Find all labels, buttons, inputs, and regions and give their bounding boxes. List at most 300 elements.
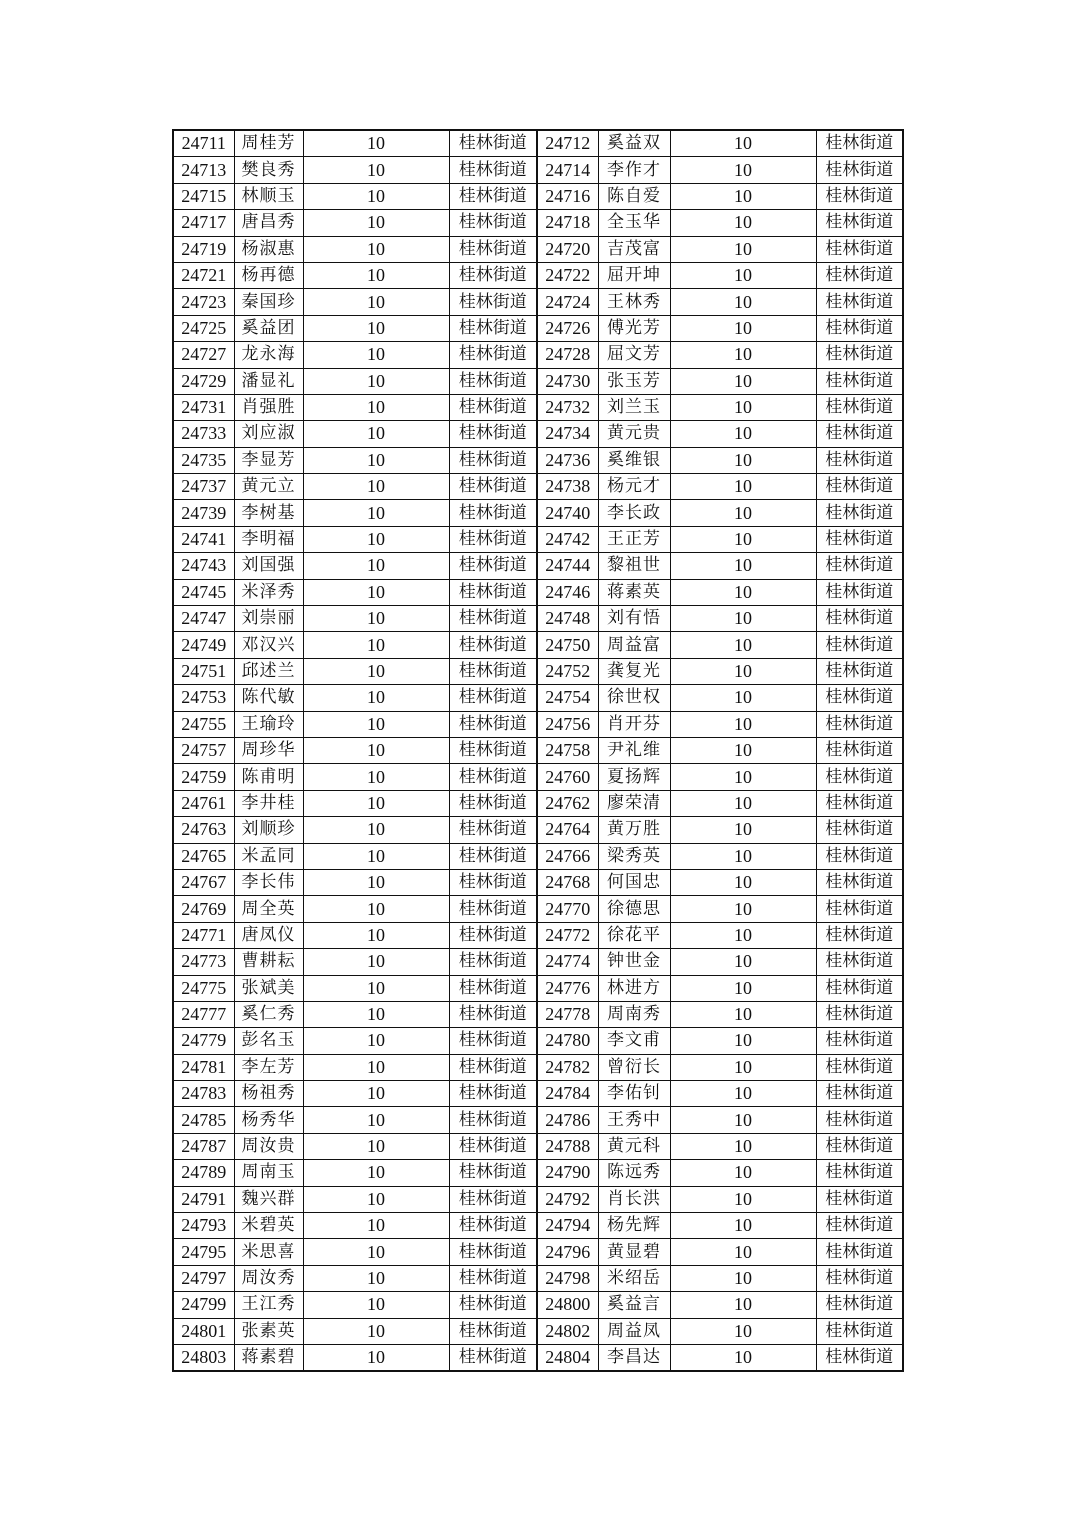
table-row <box>173 1186 903 1212</box>
left-subdistrict-cell: 桂林街道 <box>449 922 537 948</box>
left-entry-number-cell: 24747 <box>173 606 234 632</box>
left-amount-cell: 10 <box>303 685 449 711</box>
right-entry-number-cell: 24714 <box>537 157 598 183</box>
right-entry-number-cell: 24756 <box>537 711 598 737</box>
left-entry-number-cell: 24787 <box>173 1133 234 1159</box>
left-amount-cell: 10 <box>303 1107 449 1133</box>
table-row <box>173 183 903 209</box>
left-name-cell: 龙永海 <box>234 342 303 368</box>
left-entry-number-cell: 24759 <box>173 764 234 790</box>
right-subdistrict-cell: 桂林街道 <box>816 896 903 922</box>
right-name-cell: 李佑钊 <box>598 1081 670 1107</box>
left-name-cell: 陈甫明 <box>234 764 303 790</box>
right-subdistrict-cell: 桂林街道 <box>816 1344 903 1371</box>
right-entry-number-cell: 24804 <box>537 1344 598 1371</box>
right-name-cell: 奚益言 <box>598 1292 670 1318</box>
left-name-cell: 王江秀 <box>234 1292 303 1318</box>
left-subdistrict-cell: 桂林街道 <box>449 737 537 763</box>
right-amount-cell: 10 <box>670 1213 816 1239</box>
left-entry-number-cell: 24783 <box>173 1081 234 1107</box>
right-subdistrict-cell: 桂林街道 <box>816 1239 903 1265</box>
right-name-cell: 肖开芬 <box>598 711 670 737</box>
table-row <box>173 764 903 790</box>
left-subdistrict-cell: 桂林街道 <box>449 394 537 420</box>
left-subdistrict-cell: 桂林街道 <box>449 1133 537 1159</box>
right-amount-cell: 10 <box>670 1107 816 1133</box>
left-amount-cell: 10 <box>303 1028 449 1054</box>
left-amount-cell: 10 <box>303 500 449 526</box>
right-amount-cell: 10 <box>670 236 816 262</box>
right-name-cell: 周益凤 <box>598 1318 670 1344</box>
table-row <box>173 1133 903 1159</box>
left-name-cell: 曹耕耘 <box>234 949 303 975</box>
left-entry-number-cell: 24775 <box>173 975 234 1001</box>
right-name-cell: 徐世权 <box>598 685 670 711</box>
right-entry-number-cell: 24738 <box>537 474 598 500</box>
right-entry-number-cell: 24758 <box>537 737 598 763</box>
left-entry-number-cell: 24751 <box>173 658 234 684</box>
right-name-cell: 周南秀 <box>598 1001 670 1027</box>
left-name-cell: 李长伟 <box>234 869 303 895</box>
right-subdistrict-cell: 桂林街道 <box>816 1186 903 1212</box>
right-subdistrict-cell: 桂林街道 <box>816 1107 903 1133</box>
left-amount-cell: 10 <box>303 315 449 341</box>
right-amount-cell: 10 <box>670 1001 816 1027</box>
right-name-cell: 夏扬辉 <box>598 764 670 790</box>
left-subdistrict-cell: 桂林街道 <box>449 236 537 262</box>
left-entry-number-cell: 24711 <box>173 130 234 157</box>
left-name-cell: 刘应淑 <box>234 421 303 447</box>
left-entry-number-cell: 24763 <box>173 817 234 843</box>
left-subdistrict-cell: 桂林街道 <box>449 658 537 684</box>
right-name-cell: 徐德思 <box>598 896 670 922</box>
right-name-cell: 龚复光 <box>598 658 670 684</box>
left-amount-cell: 10 <box>303 632 449 658</box>
left-name-cell: 米碧英 <box>234 1213 303 1239</box>
left-name-cell: 周全英 <box>234 896 303 922</box>
left-subdistrict-cell: 桂林街道 <box>449 1239 537 1265</box>
left-name-cell: 肖强胜 <box>234 394 303 420</box>
right-entry-number-cell: 24762 <box>537 790 598 816</box>
right-subdistrict-cell: 桂林街道 <box>816 606 903 632</box>
left-amount-cell: 10 <box>303 1292 449 1318</box>
left-subdistrict-cell: 桂林街道 <box>449 500 537 526</box>
right-name-cell: 杨先辉 <box>598 1213 670 1239</box>
roster-table-body <box>173 130 903 1371</box>
left-amount-cell: 10 <box>303 1318 449 1344</box>
right-amount-cell: 10 <box>670 579 816 605</box>
table-row <box>173 210 903 236</box>
right-entry-number-cell: 24722 <box>537 262 598 288</box>
right-name-cell: 黄万胜 <box>598 817 670 843</box>
left-name-cell: 张斌美 <box>234 975 303 1001</box>
left-entry-number-cell: 24795 <box>173 1239 234 1265</box>
table-row <box>173 1239 903 1265</box>
left-amount-cell: 10 <box>303 1054 449 1080</box>
right-entry-number-cell: 24772 <box>537 922 598 948</box>
left-subdistrict-cell: 桂林街道 <box>449 183 537 209</box>
right-subdistrict-cell: 桂林街道 <box>816 949 903 975</box>
table-row <box>173 157 903 183</box>
right-amount-cell: 10 <box>670 183 816 209</box>
left-entry-number-cell: 24717 <box>173 210 234 236</box>
right-amount-cell: 10 <box>670 421 816 447</box>
right-amount-cell: 10 <box>670 1186 816 1212</box>
right-subdistrict-cell: 桂林街道 <box>816 553 903 579</box>
left-amount-cell: 10 <box>303 236 449 262</box>
right-subdistrict-cell: 桂林街道 <box>816 262 903 288</box>
right-subdistrict-cell: 桂林街道 <box>816 368 903 394</box>
left-subdistrict-cell: 桂林街道 <box>449 975 537 1001</box>
left-subdistrict-cell: 桂林街道 <box>449 447 537 473</box>
left-entry-number-cell: 24771 <box>173 922 234 948</box>
right-name-cell: 周益富 <box>598 632 670 658</box>
left-name-cell: 米孟同 <box>234 843 303 869</box>
left-subdistrict-cell: 桂林街道 <box>449 1344 537 1371</box>
left-name-cell: 邓汉兴 <box>234 632 303 658</box>
right-amount-cell: 10 <box>670 843 816 869</box>
right-amount-cell: 10 <box>670 447 816 473</box>
right-subdistrict-cell: 桂林街道 <box>816 447 903 473</box>
left-name-cell: 刘顺珍 <box>234 817 303 843</box>
right-entry-number-cell: 24774 <box>537 949 598 975</box>
left-subdistrict-cell: 桂林街道 <box>449 790 537 816</box>
right-name-cell: 廖荣清 <box>598 790 670 816</box>
left-subdistrict-cell: 桂林街道 <box>449 632 537 658</box>
right-name-cell: 李文甫 <box>598 1028 670 1054</box>
left-subdistrict-cell: 桂林街道 <box>449 1213 537 1239</box>
right-entry-number-cell: 24712 <box>537 130 598 157</box>
right-entry-number-cell: 24734 <box>537 421 598 447</box>
left-name-cell: 黄元立 <box>234 474 303 500</box>
left-subdistrict-cell: 桂林街道 <box>449 1081 537 1107</box>
right-amount-cell: 10 <box>670 1160 816 1186</box>
table-row <box>173 342 903 368</box>
table-row <box>173 500 903 526</box>
left-entry-number-cell: 24793 <box>173 1213 234 1239</box>
table-row <box>173 1107 903 1133</box>
left-entry-number-cell: 24799 <box>173 1292 234 1318</box>
right-entry-number-cell: 24742 <box>537 526 598 552</box>
left-entry-number-cell: 24757 <box>173 737 234 763</box>
left-subdistrict-cell: 桂林街道 <box>449 262 537 288</box>
left-amount-cell: 10 <box>303 790 449 816</box>
left-name-cell: 李井桂 <box>234 790 303 816</box>
right-amount-cell: 10 <box>670 1239 816 1265</box>
right-subdistrict-cell: 桂林街道 <box>816 975 903 1001</box>
table-row <box>173 658 903 684</box>
left-entry-number-cell: 24719 <box>173 236 234 262</box>
right-name-cell: 黄元贵 <box>598 421 670 447</box>
left-subdistrict-cell: 桂林街道 <box>449 1028 537 1054</box>
right-name-cell: 全玉华 <box>598 210 670 236</box>
right-name-cell: 黎祖世 <box>598 553 670 579</box>
right-amount-cell: 10 <box>670 922 816 948</box>
left-name-cell: 李明福 <box>234 526 303 552</box>
left-name-cell: 李左芳 <box>234 1054 303 1080</box>
left-amount-cell: 10 <box>303 183 449 209</box>
left-amount-cell: 10 <box>303 817 449 843</box>
left-amount-cell: 10 <box>303 553 449 579</box>
table-row <box>173 711 903 737</box>
right-amount-cell: 10 <box>670 500 816 526</box>
right-entry-number-cell: 24800 <box>537 1292 598 1318</box>
right-amount-cell: 10 <box>670 685 816 711</box>
right-entry-number-cell: 24790 <box>537 1160 598 1186</box>
right-amount-cell: 10 <box>670 394 816 420</box>
right-entry-number-cell: 24778 <box>537 1001 598 1027</box>
left-subdistrict-cell: 桂林街道 <box>449 289 537 315</box>
right-name-cell: 徐花平 <box>598 922 670 948</box>
left-amount-cell: 10 <box>303 949 449 975</box>
left-name-cell: 奚仁秀 <box>234 1001 303 1027</box>
left-amount-cell: 10 <box>303 606 449 632</box>
left-subdistrict-cell: 桂林街道 <box>449 342 537 368</box>
right-name-cell: 黄元科 <box>598 1133 670 1159</box>
right-entry-number-cell: 24724 <box>537 289 598 315</box>
right-subdistrict-cell: 桂林街道 <box>816 315 903 341</box>
right-name-cell: 李作才 <box>598 157 670 183</box>
right-amount-cell: 10 <box>670 1133 816 1159</box>
right-entry-number-cell: 24780 <box>537 1028 598 1054</box>
right-entry-number-cell: 24760 <box>537 764 598 790</box>
left-name-cell: 杨淑惠 <box>234 236 303 262</box>
left-subdistrict-cell: 桂林街道 <box>449 1318 537 1344</box>
table-row <box>173 1318 903 1344</box>
roster-table <box>172 129 904 1372</box>
table-row <box>173 289 903 315</box>
right-amount-cell: 10 <box>670 1318 816 1344</box>
right-subdistrict-cell: 桂林街道 <box>816 922 903 948</box>
right-entry-number-cell: 24754 <box>537 685 598 711</box>
right-entry-number-cell: 24770 <box>537 896 598 922</box>
left-name-cell: 周汝秀 <box>234 1265 303 1291</box>
left-amount-cell: 10 <box>303 474 449 500</box>
left-subdistrict-cell: 桂林街道 <box>449 421 537 447</box>
right-name-cell: 屈文芳 <box>598 342 670 368</box>
left-subdistrict-cell: 桂林街道 <box>449 1292 537 1318</box>
right-entry-number-cell: 24728 <box>537 342 598 368</box>
right-amount-cell: 10 <box>670 368 816 394</box>
right-subdistrict-cell: 桂林街道 <box>816 526 903 552</box>
left-subdistrict-cell: 桂林街道 <box>449 553 537 579</box>
right-amount-cell: 10 <box>670 1344 816 1371</box>
right-subdistrict-cell: 桂林街道 <box>816 1028 903 1054</box>
left-entry-number-cell: 24749 <box>173 632 234 658</box>
right-name-cell: 李昌达 <box>598 1344 670 1371</box>
left-amount-cell: 10 <box>303 1213 449 1239</box>
right-subdistrict-cell: 桂林街道 <box>816 289 903 315</box>
right-name-cell: 曾衍长 <box>598 1054 670 1080</box>
right-entry-number-cell: 24796 <box>537 1239 598 1265</box>
left-name-cell: 杨秀华 <box>234 1107 303 1133</box>
left-subdistrict-cell: 桂林街道 <box>449 1265 537 1291</box>
left-subdistrict-cell: 桂林街道 <box>449 817 537 843</box>
left-name-cell: 刘国强 <box>234 553 303 579</box>
right-subdistrict-cell: 桂林街道 <box>816 817 903 843</box>
right-subdistrict-cell: 桂林街道 <box>816 1292 903 1318</box>
left-name-cell: 李显芳 <box>234 447 303 473</box>
left-name-cell: 李树基 <box>234 500 303 526</box>
right-subdistrict-cell: 桂林街道 <box>816 1213 903 1239</box>
left-subdistrict-cell: 桂林街道 <box>449 764 537 790</box>
left-amount-cell: 10 <box>303 711 449 737</box>
right-amount-cell: 10 <box>670 658 816 684</box>
left-entry-number-cell: 24789 <box>173 1160 234 1186</box>
right-name-cell: 王秀中 <box>598 1107 670 1133</box>
left-subdistrict-cell: 桂林街道 <box>449 949 537 975</box>
table-row <box>173 790 903 816</box>
right-name-cell: 梁秀英 <box>598 843 670 869</box>
right-entry-number-cell: 24768 <box>537 869 598 895</box>
right-entry-number-cell: 24750 <box>537 632 598 658</box>
right-name-cell: 黄显碧 <box>598 1239 670 1265</box>
right-entry-number-cell: 24798 <box>537 1265 598 1291</box>
table-row <box>173 606 903 632</box>
table-row <box>173 447 903 473</box>
left-entry-number-cell: 24797 <box>173 1265 234 1291</box>
right-subdistrict-cell: 桂林街道 <box>816 764 903 790</box>
right-amount-cell: 10 <box>670 632 816 658</box>
left-name-cell: 米泽秀 <box>234 579 303 605</box>
right-amount-cell: 10 <box>670 157 816 183</box>
left-entry-number-cell: 24767 <box>173 869 234 895</box>
right-name-cell: 杨元才 <box>598 474 670 500</box>
right-entry-number-cell: 24764 <box>537 817 598 843</box>
right-name-cell: 刘有悟 <box>598 606 670 632</box>
left-entry-number-cell: 24737 <box>173 474 234 500</box>
table-row <box>173 843 903 869</box>
right-subdistrict-cell: 桂林街道 <box>816 1054 903 1080</box>
left-amount-cell: 10 <box>303 896 449 922</box>
table-row <box>173 553 903 579</box>
right-subdistrict-cell: 桂林街道 <box>816 183 903 209</box>
right-amount-cell: 10 <box>670 1054 816 1080</box>
left-subdistrict-cell: 桂林街道 <box>449 1107 537 1133</box>
right-subdistrict-cell: 桂林街道 <box>816 1160 903 1186</box>
right-amount-cell: 10 <box>670 1081 816 1107</box>
right-name-cell: 陈自爱 <box>598 183 670 209</box>
left-amount-cell: 10 <box>303 975 449 1001</box>
left-entry-number-cell: 24721 <box>173 262 234 288</box>
left-name-cell: 周珍华 <box>234 737 303 763</box>
left-amount-cell: 10 <box>303 210 449 236</box>
right-amount-cell: 10 <box>670 1265 816 1291</box>
table-row <box>173 1028 903 1054</box>
right-subdistrict-cell: 桂林街道 <box>816 210 903 236</box>
left-subdistrict-cell: 桂林街道 <box>449 315 537 341</box>
left-subdistrict-cell: 桂林街道 <box>449 606 537 632</box>
left-amount-cell: 10 <box>303 394 449 420</box>
left-subdistrict-cell: 桂林街道 <box>449 896 537 922</box>
right-entry-number-cell: 24726 <box>537 315 598 341</box>
left-subdistrict-cell: 桂林街道 <box>449 869 537 895</box>
left-name-cell: 杨再德 <box>234 262 303 288</box>
left-name-cell: 秦国珍 <box>234 289 303 315</box>
left-amount-cell: 10 <box>303 764 449 790</box>
left-subdistrict-cell: 桂林街道 <box>449 579 537 605</box>
right-amount-cell: 10 <box>670 289 816 315</box>
left-amount-cell: 10 <box>303 579 449 605</box>
right-subdistrict-cell: 桂林街道 <box>816 1133 903 1159</box>
left-entry-number-cell: 24791 <box>173 1186 234 1212</box>
right-name-cell: 蒋素英 <box>598 579 670 605</box>
left-amount-cell: 10 <box>303 843 449 869</box>
right-amount-cell: 10 <box>670 790 816 816</box>
left-entry-number-cell: 24773 <box>173 949 234 975</box>
right-amount-cell: 10 <box>670 975 816 1001</box>
right-name-cell: 何国忠 <box>598 869 670 895</box>
table-row <box>173 1081 903 1107</box>
right-name-cell: 奚维银 <box>598 447 670 473</box>
right-name-cell: 王林秀 <box>598 289 670 315</box>
right-name-cell: 李长政 <box>598 500 670 526</box>
right-amount-cell: 10 <box>670 896 816 922</box>
right-entry-number-cell: 24784 <box>537 1081 598 1107</box>
right-entry-number-cell: 24792 <box>537 1186 598 1212</box>
table-row <box>173 1160 903 1186</box>
left-subdistrict-cell: 桂林街道 <box>449 1001 537 1027</box>
left-amount-cell: 10 <box>303 737 449 763</box>
table-row <box>173 236 903 262</box>
left-subdistrict-cell: 桂林街道 <box>449 368 537 394</box>
left-amount-cell: 10 <box>303 1265 449 1291</box>
left-amount-cell: 10 <box>303 447 449 473</box>
left-entry-number-cell: 24753 <box>173 685 234 711</box>
left-subdistrict-cell: 桂林街道 <box>449 526 537 552</box>
right-subdistrict-cell: 桂林街道 <box>816 1001 903 1027</box>
right-subdistrict-cell: 桂林街道 <box>816 342 903 368</box>
right-entry-number-cell: 24752 <box>537 658 598 684</box>
table-row <box>173 1054 903 1080</box>
left-subdistrict-cell: 桂林街道 <box>449 1186 537 1212</box>
left-entry-number-cell: 24741 <box>173 526 234 552</box>
left-subdistrict-cell: 桂林街道 <box>449 1054 537 1080</box>
left-subdistrict-cell: 桂林街道 <box>449 210 537 236</box>
right-subdistrict-cell: 桂林街道 <box>816 579 903 605</box>
right-name-cell: 王正芳 <box>598 526 670 552</box>
right-amount-cell: 10 <box>670 869 816 895</box>
right-amount-cell: 10 <box>670 606 816 632</box>
left-entry-number-cell: 24713 <box>173 157 234 183</box>
table-row <box>173 1265 903 1291</box>
table-row <box>173 421 903 447</box>
right-subdistrict-cell: 桂林街道 <box>816 843 903 869</box>
left-entry-number-cell: 24715 <box>173 183 234 209</box>
left-name-cell: 周汝贵 <box>234 1133 303 1159</box>
left-entry-number-cell: 24727 <box>173 342 234 368</box>
right-subdistrict-cell: 桂林街道 <box>816 632 903 658</box>
left-entry-number-cell: 24745 <box>173 579 234 605</box>
right-subdistrict-cell: 桂林街道 <box>816 130 903 157</box>
left-name-cell: 唐昌秀 <box>234 210 303 236</box>
left-entry-number-cell: 24739 <box>173 500 234 526</box>
table-row <box>173 896 903 922</box>
right-name-cell: 奚益双 <box>598 130 670 157</box>
left-amount-cell: 10 <box>303 342 449 368</box>
right-name-cell: 屈开坤 <box>598 262 670 288</box>
right-subdistrict-cell: 桂林街道 <box>816 236 903 262</box>
table-row <box>173 737 903 763</box>
right-name-cell: 肖长洪 <box>598 1186 670 1212</box>
left-entry-number-cell: 24731 <box>173 394 234 420</box>
right-entry-number-cell: 24732 <box>537 394 598 420</box>
table-row <box>173 1213 903 1239</box>
table-row <box>173 394 903 420</box>
right-amount-cell: 10 <box>670 764 816 790</box>
left-amount-cell: 10 <box>303 1001 449 1027</box>
table-row <box>173 474 903 500</box>
